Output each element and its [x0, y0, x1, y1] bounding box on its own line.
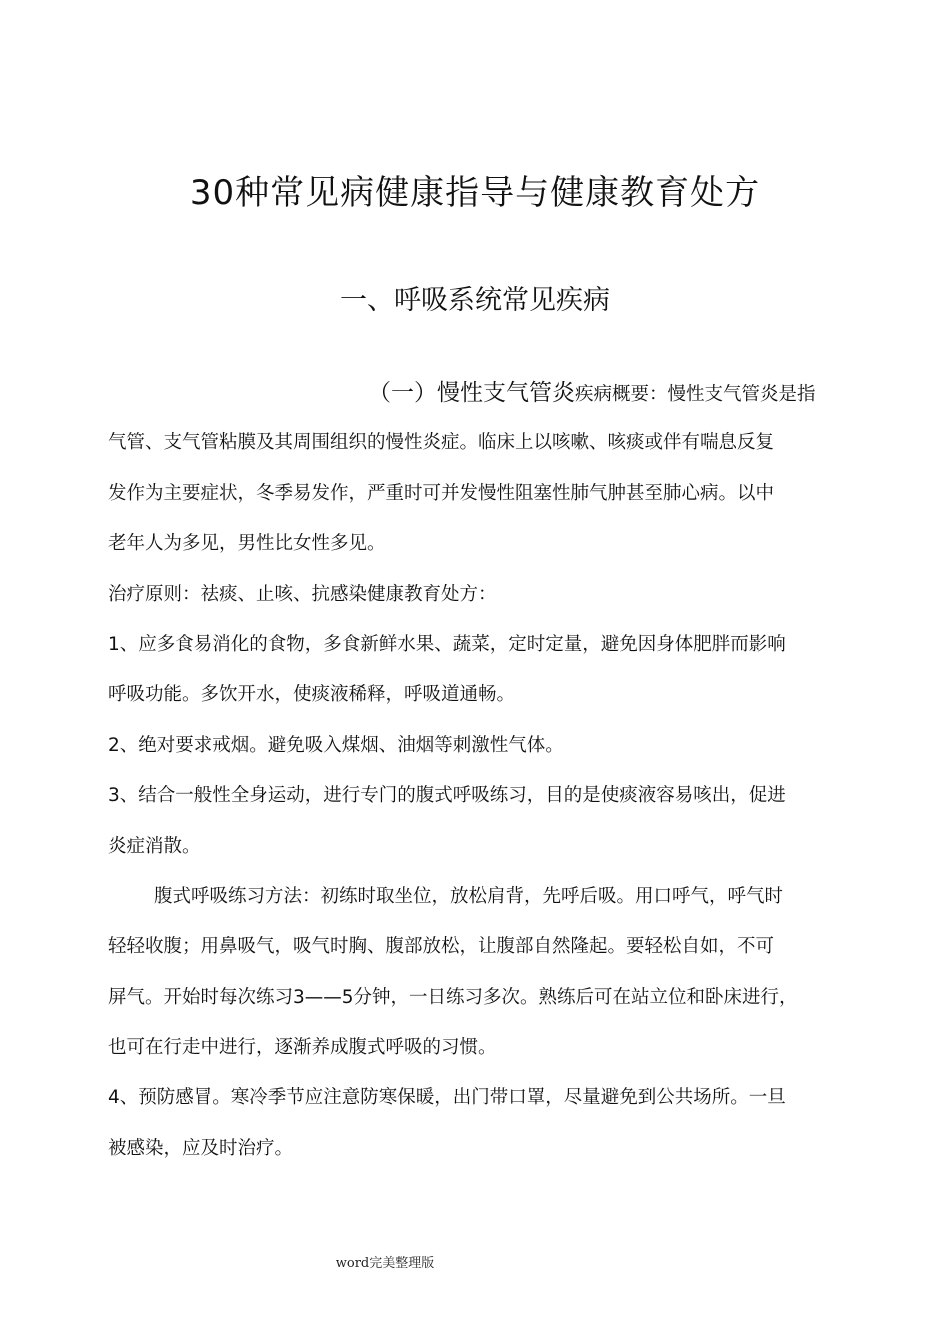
page-footer: word完美整理版 — [335, 1256, 435, 1271]
section-title: 一、呼吸系统常见疾病 — [340, 285, 610, 316]
treatment-principle-line: 治疗原则：祛痰、止咳、抗感染健康教育处方： — [108, 583, 497, 605]
paragraph-line: 气管、支气管粘膜及其周围组织的慢性炎症。临床上以咳嗽、咳痰或伴有喘息反复 — [108, 432, 775, 454]
list-item-line: 3、结合一般性全身运动，进行专门的腹式呼吸练习，目的是使痰液容易咳出，促进 — [108, 785, 786, 807]
paragraph-line: （一）慢性支气管炎疾病概要：慢性支气管炎是指 — [368, 380, 816, 406]
paragraph-line: 腹式呼吸练习方法：初练时取坐位，放松肩背，先呼后吸。用口呼气，呼气时 — [154, 885, 784, 907]
paragraph-line: 也可在行走中进行，逐渐养成腹式呼吸的习惯。 — [108, 1037, 497, 1059]
list-item-line: 1、应多食易消化的食物，多食新鲜水果、蔬菜，定时定量，避免因身体肥胖而影响 — [108, 633, 786, 655]
list-item-line: 被感染，应及时治疗。 — [108, 1137, 294, 1159]
list-item-line: 4、预防感冒。寒冷季节应注意防寒保暖，出门带口罩，尽量避免到公共场所。一旦 — [108, 1087, 786, 1109]
paragraph-line: 轻轻收腹；用鼻吸气，吸气时胸、腹部放松，让腹部自然隆起。要轻松自如，不可 — [108, 936, 775, 958]
list-item-line: 呼吸功能。多饮开水，使痰液稀释，呼吸道通畅。 — [108, 684, 516, 706]
list-item-line: 炎症消散。 — [108, 835, 201, 857]
paragraph-line: 老年人为多见，男性比女性多见。 — [108, 533, 386, 555]
paragraph-line: 屏气。开始时每次练习3——5分钟，一日练习多次。熟练后可在站立位和卧床进行， — [108, 986, 798, 1008]
document-body — [108, 368, 853, 1174]
subsection-title: （一）慢性支气管炎 — [368, 380, 575, 406]
document-title: 30种常见病健康指导与健康教育处方 — [189, 173, 761, 213]
list-item-line: 2、绝对要求戒烟。避免吸入煤烟、油烟等刺激性气体。 — [108, 734, 564, 756]
paragraph-line: 发作为主要症状，冬季易发作，严重时可并发慢性阻塞性肺气肿甚至肺心病。以中 — [108, 482, 775, 504]
